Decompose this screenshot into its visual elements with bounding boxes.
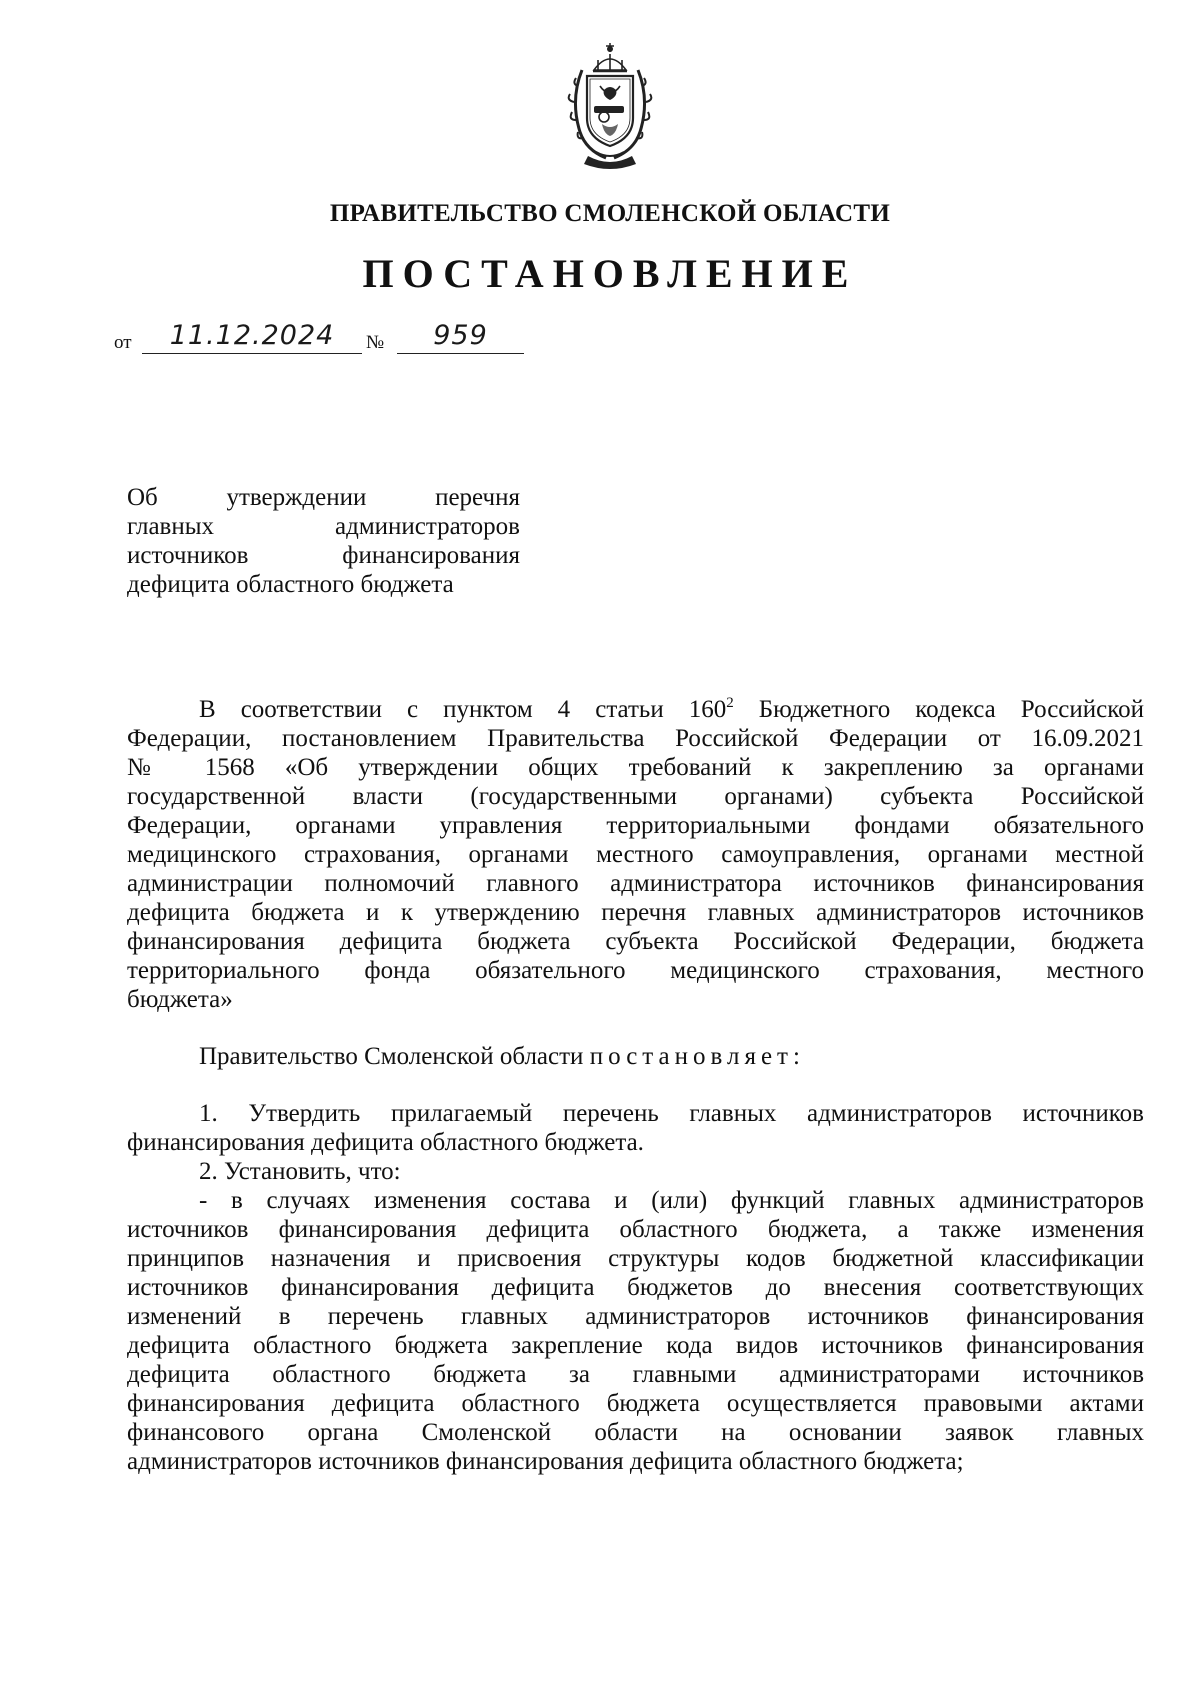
date-number-line [114, 320, 634, 360]
resolves-line: Правительство Смоленской области постановляет: [199, 1043, 805, 1070]
coat-of-arms-emblem [560, 40, 660, 175]
document-subject [127, 483, 520, 599]
superscript: 2 [726, 695, 734, 711]
body-line: В соответствии с пунктом 4 статьи $160^2$ Бюджетного кодекса Российской [199, 695, 1145, 723]
item-2-line: финансового органа Смоленской области на основании заявок главных [127, 1419, 1144, 1446]
subject-line: Об утверждении перечня [127, 484, 520, 511]
item-2-title: 2. Установить, что: [199, 1158, 401, 1185]
item-2-line: - в случаях изменения состава и (или) функций главных администраторов [199, 1187, 1144, 1214]
body-line: Федерации, органами управления территориальными фондами обязательного [127, 812, 1144, 839]
item-1-line: финансирования дефицита областного бюджета. [127, 1129, 644, 1156]
document-body [127, 695, 1144, 1476]
body-line: Федерации, постановлением Правительства Российской Федерации от 16.09.2021 [127, 725, 1144, 752]
body-line: бюджета» [127, 986, 233, 1013]
subject-line: главных администраторов [127, 513, 520, 540]
item-2-line: изменений в перечень главных администраторов источников финансирования [127, 1303, 1144, 1330]
body-line: администрации полномочий главного администратора источников финансирования [127, 870, 1144, 897]
body-line: дефицита бюджета и к утверждению перечня главных администраторов источников [127, 899, 1144, 926]
item-2-line: источников финансирования дефицита областного бюджета, а также изменения [127, 1216, 1144, 1243]
document-number: 959 [397, 321, 524, 354]
body-line: медицинского страхования, органами местного самоуправления, органами местной [127, 841, 1144, 868]
document-type-heading: ПОСТАНОВЛЕНИЕ [362, 251, 858, 296]
body-line: финансирования дефицита бюджета субъекта Российской Федерации, бюджета [127, 928, 1144, 955]
item-2-line: администраторов источников финансирования дефицита областного бюджета; [127, 1448, 964, 1475]
item-1-line: 1. Утвердить прилагаемый перечень главных администраторов источников [199, 1100, 1144, 1127]
government-title: ПРАВИТЕЛЬСТВО СМОЛЕНСКОЙ ОБЛАСТИ [329, 200, 891, 227]
item-2-line: дефицита областного бюджета закрепление кода видов источников финансирования [127, 1332, 1144, 1359]
item-2-line: принципов назначения и присвоения структуры кодов бюджетной классификации [127, 1245, 1144, 1272]
item-2-line: источников финансирования дефицита бюджетов до внесения соответствующих [127, 1274, 1144, 1301]
item-2-line: финансирования дефицита областного бюджета осуществляется правовыми актами [127, 1390, 1144, 1417]
item-2-line: дефицита областного бюджета за главными администраторами источников [127, 1361, 1144, 1388]
document-date: 11.12.2024 [142, 321, 362, 354]
body-line: № 1568 «Об утверждении общих требований к закреплению за органами [127, 754, 1144, 781]
body-line: территориального фонда обязательного медицинского страхования, местного [127, 957, 1144, 984]
body-line: государственной власти (государственными органами) субъекта Российской [127, 783, 1144, 810]
subject-line: дефицита областного бюджета [127, 571, 454, 598]
number-label: № [366, 332, 385, 353]
subject-line: источников финансирования [127, 542, 520, 569]
date-label: от [114, 332, 132, 353]
